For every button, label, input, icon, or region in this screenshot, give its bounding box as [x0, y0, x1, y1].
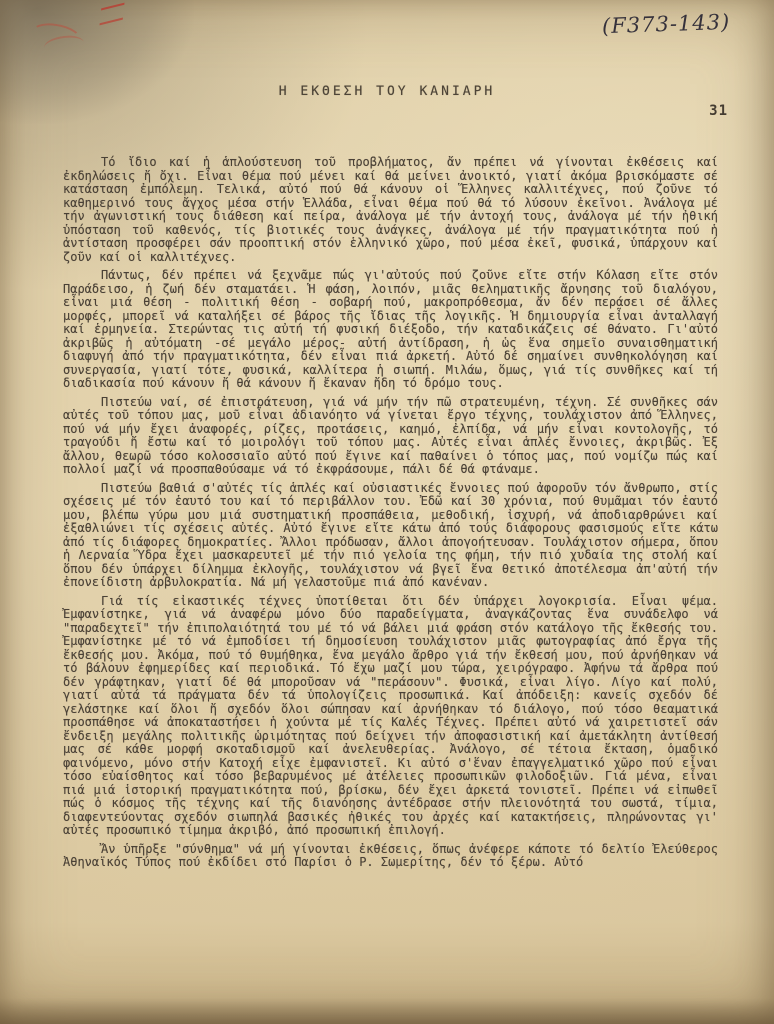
red-pencil-mark: [99, 3, 124, 26]
page-number: 31: [709, 103, 728, 119]
page-title: Η ΕΚΘΕΣΗ ΤΟΥ ΚΑΝΙΑΡΗ: [278, 84, 496, 99]
paragraph: Ἄν ὑπῆρξε "σύνθημα" νά μή γίνονται ἐκθέσεις, ὅπως ἀνέφερε κάποτε τό δελτίο Ἐλεύθερος Ἀθηναϊκός Τύπος πού ἐκδίδει στό Παρίσι ὁ Ρ. Σωμερίτης, δέν τό ξέρω. Αὐτό: [63, 841, 718, 869]
paragraph: Πιστεύω ναί, σέ ἐπιστράτευση, γιά νά μήν τήν πῶ στρατευμένη, τέχνη. Σέ συνθῆκες σάν αὐτές τοῦ τόπου μας, μοῦ εἶναι ἀδιανόητο νά γίνεται ἔργο τέχνης, τουλάχιστον ἀπό Ἕλληνες, πού νά μήν ἔχει ἀναφορές, ρίζες, προτάσεις, καημό, ἐλπίδα, νά μήν εἶναι κοντολογῆς, τό τραγούδι ἤ ἔστω καί τό μοιρολόγι τοῦ τόπου μας. Αὐτές εἶναι ἁπλές ἔννοιες, ἀκριβῶς. Ἐξ ἄλλου, θεωρῶ τόσο κολοσσιαῖο αὐτό πού ἔγινε καί παθαίνει ὁ τόπος μας, πού νομίζω πώς καί πολλοί μαζί νά προσπαθούσαμε νά τό ἐκφράσουμε, πάλι δέ θά φτάναμε.: [63, 394, 718, 476]
page-edge-shadow: [0, 998, 774, 1024]
handwritten-annotation: (F373-143): [601, 9, 731, 39]
red-pencil-mark: [43, 34, 85, 56]
corner-stain: [0, 0, 194, 124]
paragraph: Πάντως, δέν πρέπει νά ξεχνᾶμε πώς γι'αὐτούς πού ζοῦνε εἴτε στήν Κόλαση εἴτε στόν Παράδεισο, ἡ ζωή δέν σταματάει. Ἡ φάση, λοιπόν, μιᾶς θεληματικῆς ἄρνησης τοῦ διαλόγου, εἶναι μιά θέση - πολιτική θέση - σοβαρή πού, μακροπρόθεσμα, ἄν δέν περάσει σέ ἄλλες μορφές, μπορεῖ νά καταλήξει σέ βάρος τῆς ἴδιας τῆς λογικῆς. Ἡ δημιουργία εἶναι ἀνταλλαγή καί ἑρμηνεία. Στερώντας τις αὐτή τή φυσική διέξοδο, τήν καταδικάζεις σέ θάνατο. Γι'αὐτό ἀκριβῶς ἡ αὐτόματη -σέ μεγάλο μέρος- αὐτή ἀντίδραση, ἡ ὡς ἕνα σημεῖο συναισθηματική διαφυγή ἀπό τήν πραγματικότητα, δέν εἶναι πιά ἀρκετή. Αὐτό δέ σημαίνει συνθηκολόγηση καί συνεργασία, γιατί τότε, φυσικά, καλλίτερα ἡ σιωπή. Μιλάω, ὅμως, γιά τίς συνθῆκες καί τή διαδικασία πού κάνουν ἤ θά κάνουν ἤ ἔκαναν ἤδη τό δρόμο τους.: [63, 268, 718, 390]
paragraph: Γιά τίς εἰκαστικές τέχνες ὑποτίθεται ὅτι δέν ὑπάρχει λογοκρισία. Εἶναι ψέμα. Ἐμφανίστηκε, γιά νά ἀναφέρω μόνο δύο παραδείγματα, ἀναγκάζοντας ἕνα συνάδελφο νά "παραδεχτεῖ" τήν ἐπιπολαιότητά του μέ τό νά βάλει μιά φράση στόν κατάλογο τῆς ἔκθεσής του. Ἐμφανίστηκε μέ τό νά ἐμποδίσει τή δημοσίευση τουλάχιστον μιᾶς φωτογραφίας ἀπό ἔργα τῆς ἔκθεσής μου. Ἀκόμα, πού τό θυμήθηκα, ἕνα μεγάλο ἄρθρο γιά τήν ἔκθεσή μου, πού ἀρνήθηκαν νά τό βάλουν ἐφημερίδες καί περιοδικά. Τό ἔχω μαζί μου τώρα, χειρόγραφο. Ἀφήνω τά ἄρθρα πού δέν γράφτηκαν, γιατί δέ θά μποροῦσαν νά "περάσουν". Φυσικά, εἶναι λίγο. Λίγο καί πολύ, γιατί αὐτά τά πράγματα δέν τά ὑπολογίζεις προσωπικά. Καί ἀπόδειξη: κανείς σχεδόν δέ γελάστηκε καί ὅλοι ἤ σχεδόν ὅλοι σώπησαν καί ἀρνήθηκαν τό διάλογο, πού τόσο θεαματικά προσπάθησε νά ἀποκαταστήσει ἡ χούντα μέ τίς Καλές Τέχνες. Πρέπει αὐτό νά χαιρετιστεῖ σάν ἔνδειξη μεγάλης πολιτικῆς ὡριμότητας πού δείχνει τήν ἀποφασιστική καί ἀμετάκλητη ἀντίθεσή μας σέ κάθε μορφή σκοταδισμοῦ καί ἀνελευθερίας. Ἀνάλογο, σέ τέτοια ἔκταση, ὁμαδικό φαινόμενο, μόνο στήν Κατοχή εἶχε ἐμφανιστεῖ. Κι αὐτό σ'ἕναν ἐπαγγελματικό χῶρο πού εἶναι τόσο εὐαίσθητος καί τόσο βεβαρυμένος μέ ἀτέλειες προσωπικῶν φιλοδοξιῶν. Γιά μένα, εἶναι πιά μιά ἱστορική πραγματικότητα πού, βρίσκω, δέν ἔχει ἀρκετά τονιστεῖ. Πρέπει νά εἰπωθεῖ πώς ὁ κόσμος τῆς τέχνης καί τῆς διανόησης ἀντέδρασε στήν πλειονότητά του σωστά, τίμια, διαφεντεύοντας σχεδόν σιωπηλά βασικές ἠθικές του ἀρχές καί κατακτήσεις, πληρώνοντας γι' αὐτές προσωπικό τίμημα ἀκριβό, ἀπό προσωπική ἐπιλογή.: [63, 593, 718, 837]
paragraph: Πιστεύω βαθιά σ'αὐτές τίς ἁπλές καί οὐσιαστικές ἔννοιες πού ἀφοροῦν τόν ἄνθρωπο, στίς σχέσεις μέ τόν ἑαυτό του καί τό περιβάλλον του. Ἐδῶ καί 30 χρόνια, πού θυμᾶμαι τόν ἑαυτό μου, βλέπω γύρω μου μιά συστηματική προσπάθεια, μεθοδική, ἰσχυρή, νά ἀποδιαρθρώνει καί ἐξαθλιώνει τίς σχέσεις αὐτές. Αὐτό ἔγινε εἴτε κάτω ἀπό τούς διάφορους φασισμούς εἴτε κάτω ἀπό τίς διάφορες δημοκρατίες. Ἄλλοι πρόδωσαν, ἄλλοι ἀπογοήτευσαν. Τουλάχιστον σήμερα, ὅπου ἡ Λερναία Ὕδρα ἔχει μασκαρευτεῖ μέ τήν πιό γελοία της φήμη, τήν πιό χυδαία της στολή καί ὅπου δέν ὑπάρχει δίλημμα ἐκλογῆς, τουλάχιστον νά βγεῖ ἕνα θετικό ἀποτέλεσμα ἀπ'αὐτή τήν ἐπονείδιστη ἀρβυλοκρατία. Νά μή γελαστοῦμε πιά ἀπό κανέναν.: [63, 480, 718, 589]
red-pencil-mark: [28, 21, 83, 54]
paragraph: Τό ἴδιο καί ἡ ἁπλούστευση τοῦ προβλήματος, ἄν πρέπει νά γίνονται ἐκθέσεις καί ἐκδηλώσεις ἤ ὄχι. Εἶναι θέμα πού μένει καί θά μείνει ἀνοικτό, γιατί ἀκόμα βρισκόμαστε σέ κατάσταση ἐμπόλεμη. Τελικά, αὐτό πού θά κάνουν οἱ Ἕλληνες καλλιτέχνες, πού ζοῦνε τό καθημερινό τους ἄγχος μέσα στήν Ἑλλάδα, εἶναι θέμα πού θά τό λύσουν ἐκεῖνοι. Ἀνάλογα μέ τήν ἀγωνιστική τους διάθεση καί πείρα, ἀνάλογα μέ τήν ἀντοχή τους, ἀνάλογα μέ τήν ἠθική ὑπόσταση τοῦ καθενός, τίς βιοτικές τους ἀνάγκες, ἀνάλογα μέ τήν πραγματικότητα πού ἡ ἀντίσταση προσφέρει σάν προοπτική στόν ἑλληνικό χῶρο, πού μέσα ἐκεῖ, φυσικά, ὑπάρχουν καί ζοῦν καί οἱ καλλιτέχνες.: [63, 155, 718, 264]
document-text: [63, 156, 718, 875]
